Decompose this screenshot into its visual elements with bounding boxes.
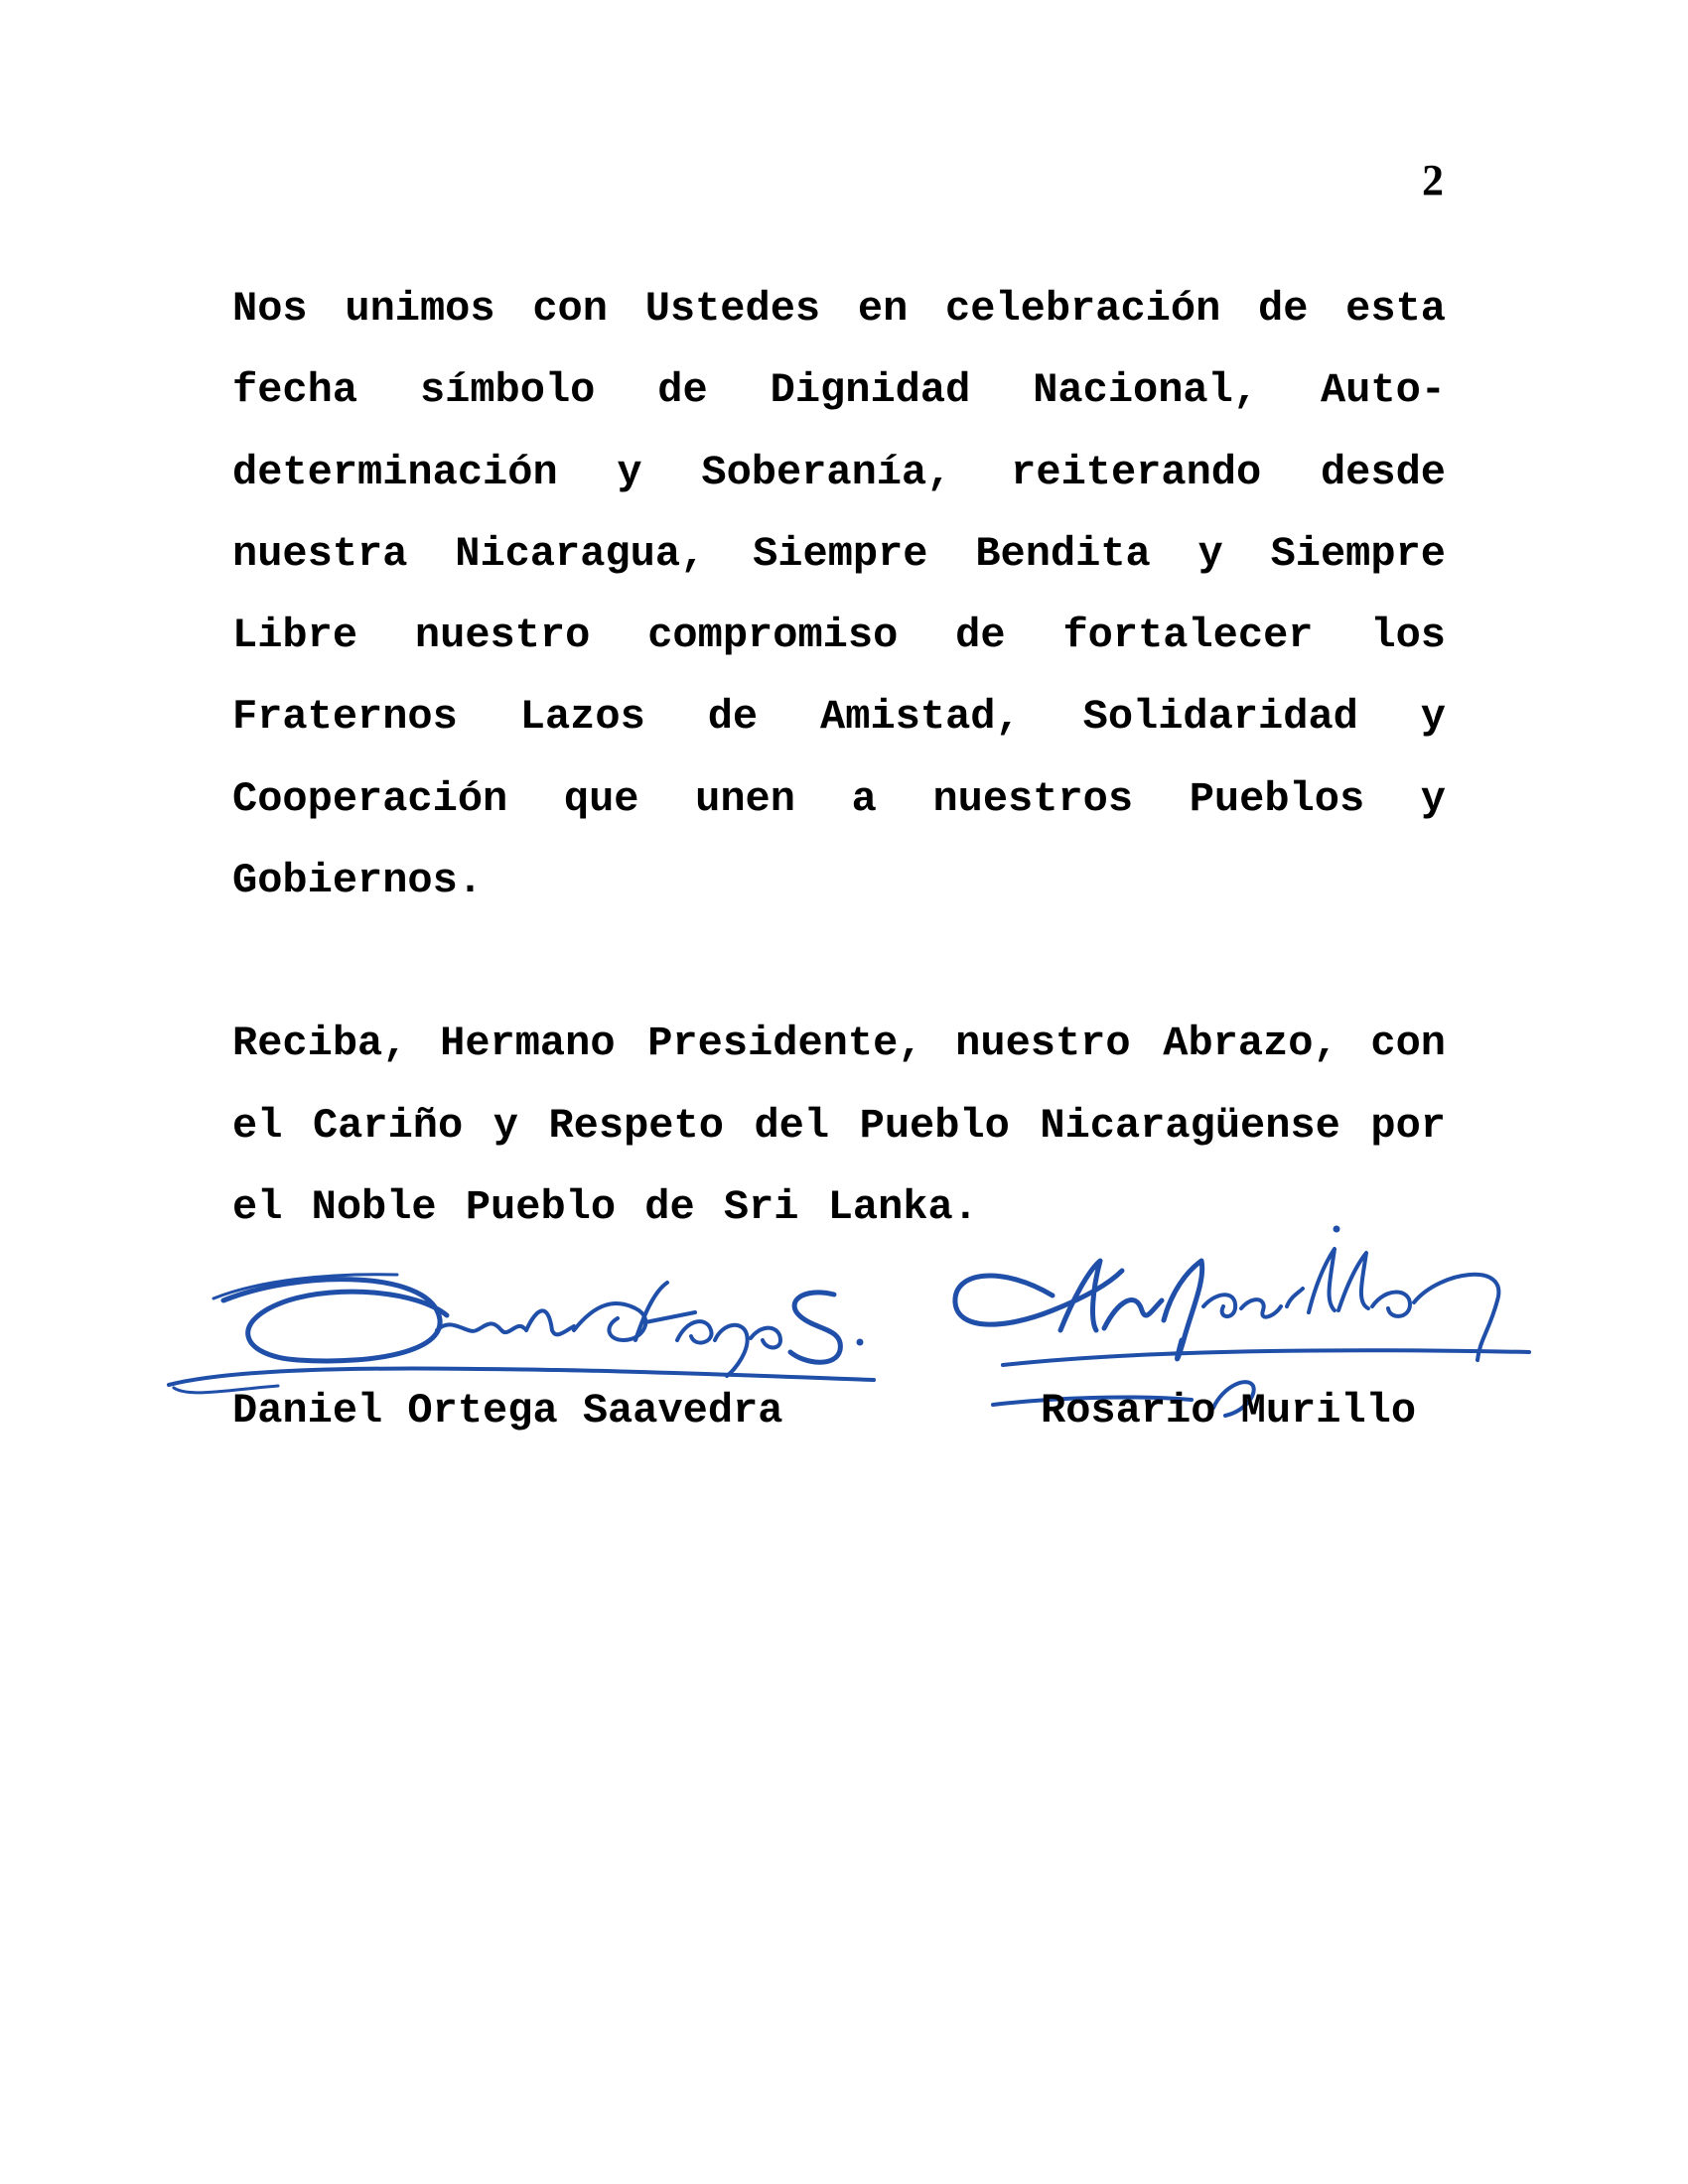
signature-daniel-ortega (169, 1275, 874, 1393)
signer-name: Daniel Ortega Saavedra (232, 1387, 783, 1434)
page-number: 2 (1422, 156, 1444, 205)
body-paragraph: Nos unimos con Ustedes en celebración de esta fecha símbolo de Dignidad Nacional, Auto-determinación y Soberanía, reiterando desde nuestra Nicaragua, Siempre Bendita y Siempre Libre nuestro compromiso de fortalecer los Fraternos Lazos de Amistad, Solidaridad y Cooperación que unen a nuestros Pueblos y Gobiernos. (232, 285, 1446, 905)
body-paragraph: Reciba, Hermano Presidente, nuestro Abrazo, con el Cariño y Respeto del Pueblo Nicaragüense por el Noble Pueblo de Sri Lanka. (232, 1020, 1446, 1231)
letter-body (232, 268, 1446, 1248)
signer-name: Rosario Murillo (1041, 1387, 1417, 1434)
